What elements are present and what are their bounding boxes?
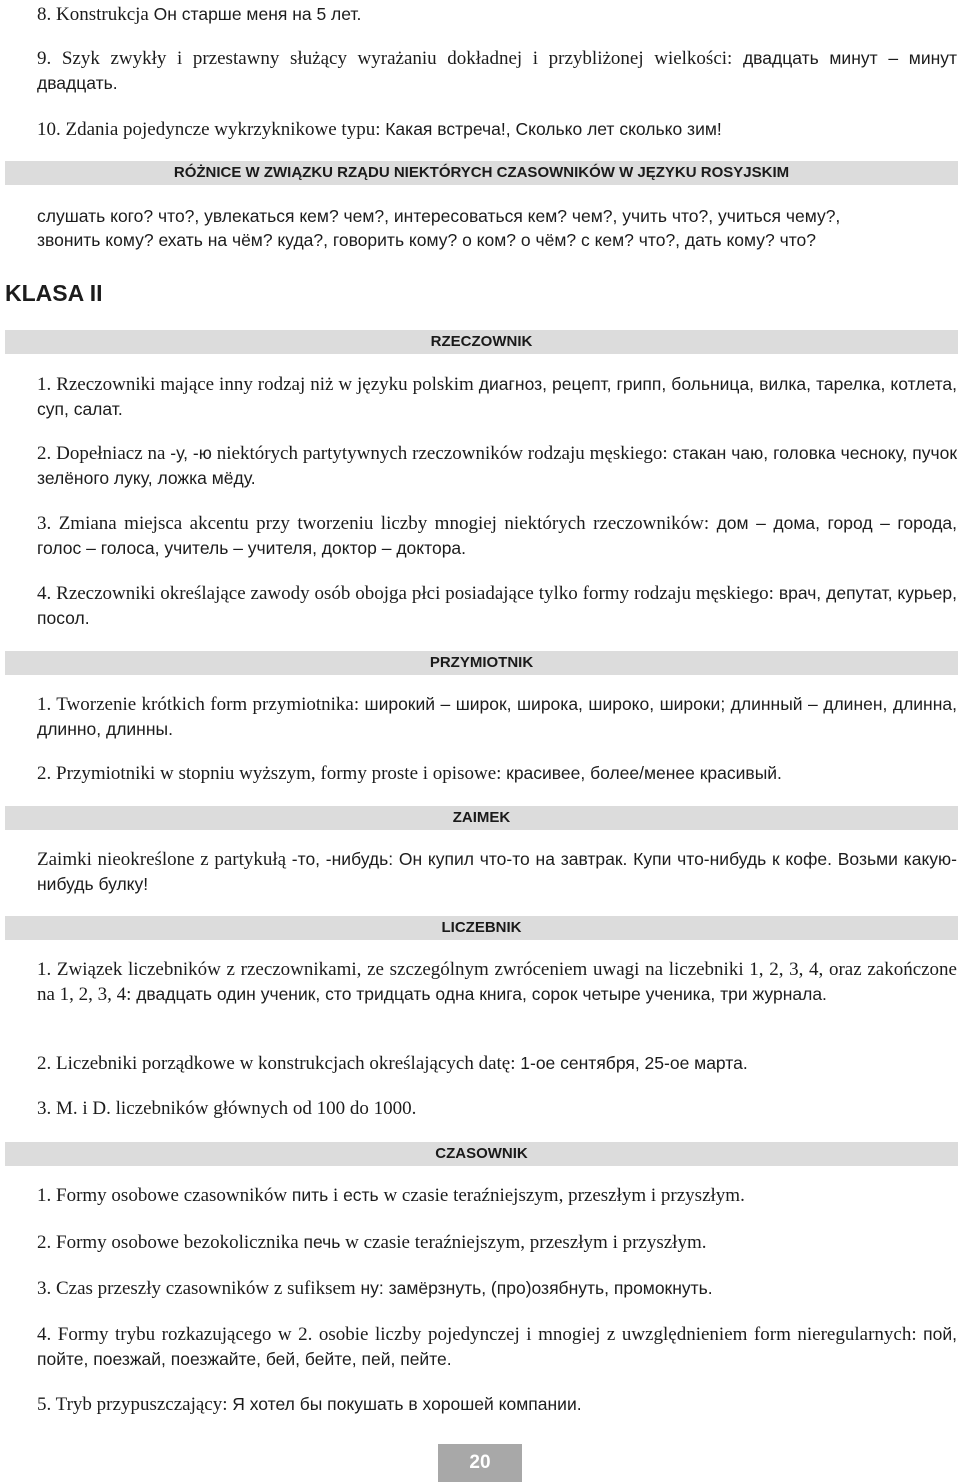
rzeczownik-item-2 <box>37 441 957 491</box>
section-header-liczebnik: LICZEBNIK <box>5 916 958 940</box>
verbs-line-1: слушать кого? что?, увлекаться кем? чем?, интересоваться кем? чем?, учить что?, учиться чему?, <box>37 206 841 226</box>
item-russian: врач, депутат, курьер, посол. <box>37 583 958 628</box>
section-header-czasownik: CZASOWNIK <box>5 1142 958 1166</box>
item-text: Dopełniacz na <box>56 443 166 464</box>
item-text: Zmiana miejsca akcentu przy tworzeniu liczby mnogiej niektórych rzeczowników: <box>58 513 710 534</box>
item-russian: ну: замёрзнуть, (про)озябнуть, промокнуть. <box>360 1278 713 1298</box>
item-text: Szyk zwykły i przestawny służący wyrażaniu dokładnej i przybliżonej wielkości: <box>61 48 733 69</box>
item-number: 4. <box>37 583 52 604</box>
item-russian: диагноз, рецепт, грипп, больница, вилка, тарелка, котлета, суп, салат. <box>37 374 958 419</box>
item-russian: дом – дома, город – города, голос – голоса, учитель – учителя, доктор – доктора. <box>37 513 958 558</box>
list-item-10 <box>37 117 957 142</box>
przymiotnik-item-1 <box>37 692 957 742</box>
item-number: 8. <box>37 4 52 25</box>
item-text: Tworzenie krótkich form przymiotnika: <box>56 694 360 715</box>
item-russian: 1-ое сентября, 25-ое марта. <box>520 1053 748 1073</box>
item-russian: красивее, более/менее красивый. <box>506 763 782 783</box>
item-number: 4. <box>37 1324 52 1345</box>
item-text: Liczebniki porządkowe w konstrukcjach określających datę: <box>56 1053 516 1074</box>
item-text: Przymiotniki w stopniu wyższym, formy proste i opisowe: <box>56 763 502 784</box>
item-russian: широкий – широк, широка, широко, широки; длинный – длинен, длинна, длинно, длинны. <box>37 694 957 739</box>
item-text: Tryb przypuszczający: <box>55 1394 228 1415</box>
item-russian: Какая встреча!, Сколько лет сколько зим! <box>385 119 722 139</box>
item-number: 10. <box>37 119 61 140</box>
rzeczownik-item-4 <box>37 581 957 631</box>
item-number: 5. <box>37 1394 52 1415</box>
item-text: M. i D. liczebników głównych od 100 do 1000. <box>56 1098 417 1119</box>
section-header-przymiotnik: PRZYMIOTNIK <box>5 651 958 675</box>
item-number: 2. <box>37 443 52 464</box>
item-number: 9. <box>37 48 52 69</box>
item-russian: есть <box>343 1185 379 1205</box>
item-russian: -у, -ю <box>170 443 212 463</box>
item-text: niektórych partytywnych rzeczowników rodzaju męskiego: <box>216 443 668 464</box>
list-item-9 <box>37 46 957 96</box>
section-header-rzeczownik: RZECZOWNIK <box>5 330 958 354</box>
section-header-roznice: RÓŻNICE W ZWIĄZKU RZĄDU NIEKTÓRYCH CZASOWNIKÓW W JĘZYKU ROSYJSKIM <box>5 161 958 185</box>
liczebnik-item-3 <box>37 1097 957 1121</box>
item-number: 1. <box>37 959 52 980</box>
item-text: Zdania pojedyncze wykrzyknikowe typu: <box>65 119 381 140</box>
czasownik-item-4 <box>37 1322 957 1372</box>
rzeczownik-item-1 <box>37 372 957 422</box>
item-russian: двадцать один ученик, сто тридцать одна книга, сорок четыре ученика, три журнала. <box>136 984 827 1004</box>
czasownik-item-3 <box>37 1276 957 1301</box>
czasownik-item-1 <box>37 1183 957 1208</box>
item-russian: Я хотел бы покушать в хорошей компании. <box>232 1394 582 1414</box>
liczebnik-item-1 <box>37 958 957 1007</box>
czasownik-item-5 <box>37 1392 957 1417</box>
item-russian: печь <box>303 1232 341 1252</box>
item-number: 2. <box>37 763 52 784</box>
liczebnik-item-2 <box>37 1051 957 1076</box>
item-text: Związek liczebników z rzeczownikami, ze szczególnym zwróceniem uwagi na liczebniki 1, 2, 3, 4, oraz zakończone na 1, 2, 3, 4: <box>37 959 957 1005</box>
item-russian: -то, -нибудь: Он купил что-то на завтрак. Купи что-нибудь к кофе. Возьми какую-нибудь булку! <box>37 849 958 894</box>
item-russian: пой, пойте, поезжай, поезжайте, бей, бейте, пей, пейте. <box>37 1324 958 1369</box>
item-number: 1. <box>37 694 52 715</box>
item-russian: двадцать минут – минут двадцать. <box>37 48 958 93</box>
zaimek-text <box>37 847 957 897</box>
list-item-8 <box>37 2 957 27</box>
item-number: 1. <box>37 374 52 395</box>
item-number: 1. <box>37 1185 52 1206</box>
item-text: Zaimki nieokreślone z partykułą <box>37 849 287 870</box>
item-text: i <box>333 1185 339 1206</box>
item-number: 3. <box>37 1098 52 1119</box>
item-russian: стакан чаю, головка чесноку, пучок зелёного луку, ложка мёду. <box>37 443 958 488</box>
item-number: 3. <box>37 513 52 534</box>
class-heading: KLASA II <box>5 280 103 306</box>
item-text: Rzeczowniki określające zawody osób obojga płci posiadające tylko formy rodzaju męskiego: <box>56 583 774 604</box>
item-text: Formy osobowe bezokolicznika <box>56 1232 299 1253</box>
przymiotnik-item-2 <box>37 761 957 786</box>
item-text: Formy osobowe czasowników <box>56 1185 288 1206</box>
item-number: 3. <box>37 1278 52 1299</box>
verbs-line-2: звонить кому? ехать на чём? куда?, говорить кому? о ком? о чём? с кем? что?, дать кому? что? <box>37 230 817 250</box>
item-text: Formy trybu rozkazującego w 2. osobie liczby pojedynczej i mnogiej z uwzględnieniem form nieregularnych: <box>57 1324 917 1345</box>
czasownik-item-2 <box>37 1230 957 1255</box>
item-text: w czasie teraźniejszym, przeszłym i przyszłym. <box>383 1185 745 1206</box>
rzeczownik-item-3 <box>37 511 957 561</box>
item-russian: Он старше меня на 5 лет. <box>153 4 362 24</box>
item-text: Rzeczowniki mające inny rodzaj niż w języku polskim <box>56 374 474 395</box>
section-header-zaimek: ZAIMEK <box>5 806 958 830</box>
item-number: 2. <box>37 1232 52 1253</box>
item-text: Konstrukcja <box>56 4 149 25</box>
item-text: w czasie teraźniejszym, przeszłym i przyszłym. <box>345 1232 707 1253</box>
item-number: 2. <box>37 1053 52 1074</box>
page-number: 20 <box>438 1444 522 1482</box>
item-text: Czas przeszły czasowników z sufiksem <box>56 1278 356 1299</box>
item-russian: пить <box>291 1185 329 1205</box>
